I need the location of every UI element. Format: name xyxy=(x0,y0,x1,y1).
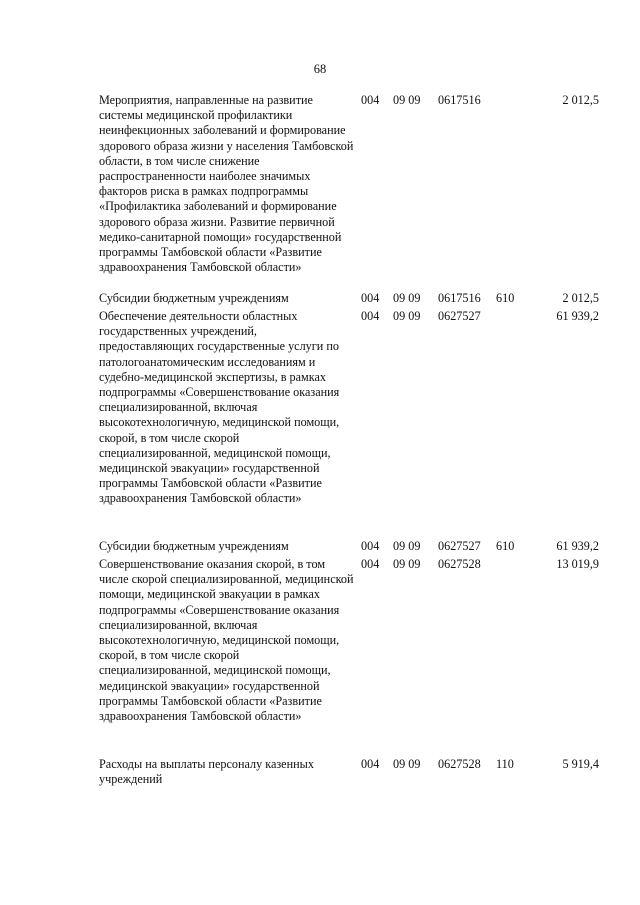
row-admin-code: 004 xyxy=(361,757,380,771)
row-description: Мероприятия, направленные на развитие системы медицинской профилактики неинфекционных заболеваний и формирование здорового образа жизни у населения Тамбовской области, в том числе снижение распространенности наиболее значимых факторов риска в рамках подпрограммы «Профилактика заболеваний и формирование здорового образа жизни. Развитие первичной медико-санитарной помощи» государственной программы Тамбовской области «Развитие здравоохранения Тамбовской области» xyxy=(99,93,354,275)
row-description: Обеспечение деятельности областных государственных учреждений, предоставляющих государственные услуги по патологоанатомическим исследованиям и судебно-медицинской экспертизы, в рамках подпрограммы «Совершенствование оказания специализированной, включая высокотехнологичную, медицинской помощи, скорой, в том числе скорой специализированной, медицинской помощи, медицинской эвакуации» государственной программы Тамбовской области «Развитие здравоохранения Тамбовской области» xyxy=(99,309,340,506)
row-amount: 2 012,5 xyxy=(562,291,599,305)
row-target-code: 0627527 xyxy=(438,539,481,553)
table-row xyxy=(0,757,640,791)
row-admin-code: 004 xyxy=(361,539,380,553)
row-target-code: 0627528 xyxy=(438,757,481,771)
row-admin-code: 004 xyxy=(361,557,380,571)
row-admin-code: 004 xyxy=(361,93,380,107)
table-row xyxy=(0,309,640,539)
row-section-code: 09 09 xyxy=(393,539,421,553)
row-amount: 5 919,4 xyxy=(562,757,599,771)
row-target-code: 0627527 xyxy=(438,309,481,323)
table-row xyxy=(0,291,640,309)
table-row xyxy=(0,539,640,557)
row-expense-type: 610 xyxy=(496,539,515,553)
row-amount: 61 939,2 xyxy=(556,309,599,323)
row-target-code: 0627528 xyxy=(438,557,481,571)
table-row xyxy=(0,93,640,291)
table-row xyxy=(0,557,640,757)
page-number: 68 xyxy=(313,62,327,76)
row-section-code: 09 09 xyxy=(393,309,421,323)
row-section-code: 09 09 xyxy=(393,93,421,107)
row-description: Совершенствование оказания скорой, в том числе скорой специализированной, медицинской помощи, медицинской эвакуации в рамках подпрограммы «Совершенствование оказания специализированной, включая высокотехнологичную, медицинской помощи, скорой, в том числе скорой специализированной, медицинской помощи, медицинской эвакуации» государственной программы Тамбовской области «Развитие здравоохранения Тамбовской области» xyxy=(99,557,354,724)
budget-table xyxy=(0,93,640,791)
row-amount: 61 939,2 xyxy=(556,539,599,553)
row-description: Субсидии бюджетным учреждениям xyxy=(99,539,289,553)
row-section-code: 09 09 xyxy=(393,757,421,771)
row-target-code: 0617516 xyxy=(438,291,481,305)
row-admin-code: 004 xyxy=(361,309,380,323)
row-description: Субсидии бюджетным учреждениям xyxy=(99,291,289,305)
row-description: Расходы на выплаты персоналу казенных учреждений xyxy=(99,757,314,787)
row-admin-code: 004 xyxy=(361,291,380,305)
row-expense-type: 610 xyxy=(496,291,515,305)
row-expense-type: 110 xyxy=(496,757,514,771)
row-amount: 2 012,5 xyxy=(562,93,599,107)
row-target-code: 0617516 xyxy=(438,93,481,107)
row-section-code: 09 09 xyxy=(393,557,421,571)
row-amount: 13 019,9 xyxy=(556,557,599,571)
row-section-code: 09 09 xyxy=(393,291,421,305)
